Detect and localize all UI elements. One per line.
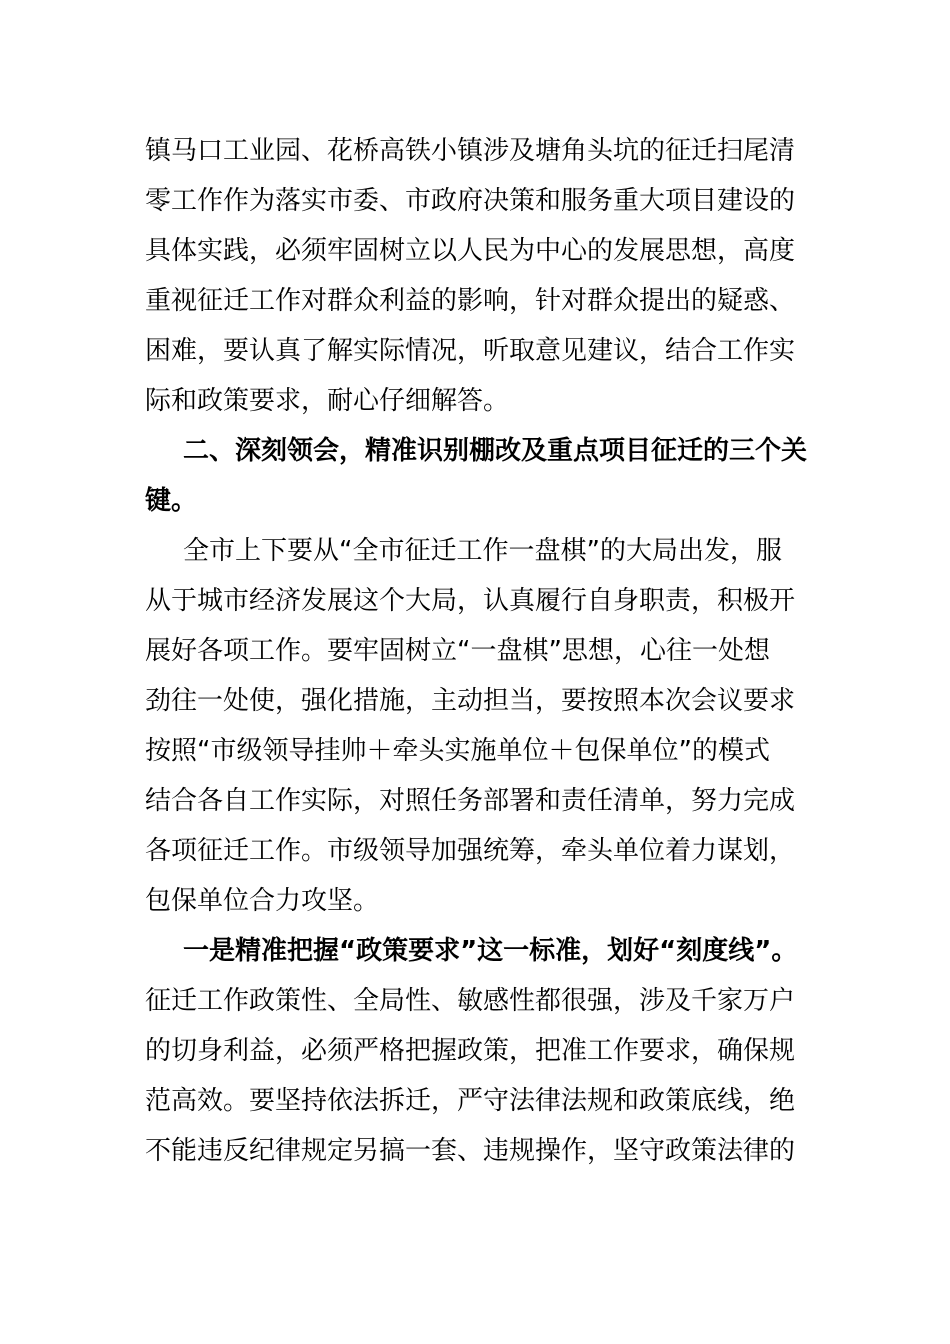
text-line: 镇马口工业园、花桥高铁小镇涉及塘角头坑的征迁扫尾清	[145, 136, 796, 166]
text-line: 征迁工作政策性、全局性、敏感性都很强，涉及千家万户	[145, 986, 796, 1016]
text-line: 各项征迁工作。市级领导加强统筹，牵头单位着力谋划，	[145, 836, 796, 866]
text-line: 不能违反纪律规定另搞一套、违规操作，坚守政策法律的	[145, 1136, 796, 1166]
text-line: 全市上下要从“全市征迁工作一盘棋”的大局出发，服	[183, 536, 782, 566]
text-line: 展好各项工作。要牢固树立“一盘棋”思想，心往一处想	[145, 636, 770, 666]
text-line: 按照“市级领导挂帅＋牵头实施单位＋包保单位”的模式	[145, 736, 770, 766]
text-line: 范高效。要坚持依法拆迁，严守法律法规和政策底线，绝	[145, 1086, 796, 1116]
body-text	[145, 126, 820, 1176]
text-line: 劲往一处使，强化措施，主动担当，要按照本次会议要求	[145, 686, 796, 716]
text-line: 困难，要认真了解实际情况，听取意见建议，结合工作实	[145, 336, 796, 366]
text-line: 从于城市经济发展这个大局，认真履行自身职责，积极开	[145, 586, 796, 616]
text-line: 零工作作为落实市委、市政府决策和服务重大项目建设的	[145, 186, 796, 216]
text-line: 重视征迁工作对群众利益的影响，针对群众提出的疑惑、	[145, 286, 796, 316]
section-heading-continued: 键。	[145, 486, 198, 516]
text-line: 际和政策要求，耐心仔细解答。	[145, 386, 510, 416]
text-line: 具体实践，必须牢固树立以人民为中心的发展思想，高度	[145, 236, 796, 266]
subsection-heading: 一是精准把握“政策要求”这一标准，划好“刻度线”。	[183, 936, 798, 966]
text-line: 结合各自工作实际，对照任务部署和责任清单，努力完成	[145, 786, 796, 816]
section-heading: 二、深刻领会，精准识别棚改及重点项目征迁的三个关	[183, 436, 808, 466]
text-line: 包保单位合力攻坚。	[145, 886, 380, 916]
text-line: 的切身利益，必须严格把握政策，把准工作要求，确保规	[145, 1036, 796, 1066]
